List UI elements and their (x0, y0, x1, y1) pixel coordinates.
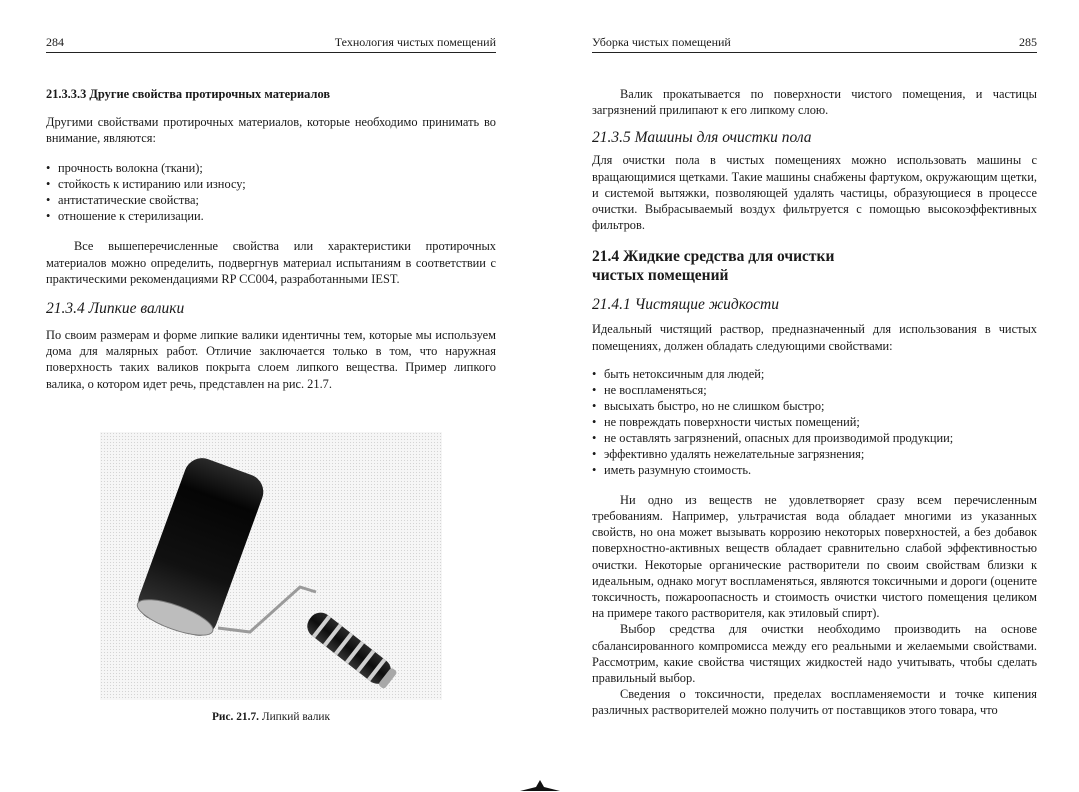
list-item: • не повреждать поверхности чистых помещений; (592, 414, 1037, 430)
list-item: • отношение к стерилизации. (46, 208, 496, 224)
list-item: • не воспламеняться; (592, 382, 1037, 398)
paragraph: Выбор средства для очистки необходимо производить на основе сбалансированного компромисса между его реальными и желаемыми свойствами. Рассмотрим, какие свойства чистящих жидкостей надо учитывать, чтобы сделать правильный выбор. (592, 622, 1037, 686)
paragraph: Для очистки пола в чистых помещениях можно использовать машины с вращающимися щетками. Такие машины снабжены фартуком, окружающим щетки, и системой вытяжки, позволяющей удалять частицы, образующиеся в процессе очистки. Выбрасываемый воздух фильтруется с помощью высокоэффективных фильтров. (592, 153, 1037, 233)
figure-caption-number: Рис. 21.7. (211, 711, 259, 723)
figure-caption (46, 711, 496, 723)
bullet-list (592, 366, 1037, 478)
list-item: • быть нетоксичным для людей; (592, 366, 1037, 382)
paragraph: Другими свойствами протирочных материалов, которые необходимо принимать во внимание, являются: (46, 115, 496, 146)
list-item: • прочность волокна (ткани); (46, 160, 496, 176)
right-page-number: 285 (1019, 35, 1037, 49)
paragraph: Ни одно из веществ не удовлетворяет сразу всем перечисленным требованиям. Например, ультрачистая вода обладает многими из указанных свойств, но она может вызывать коррозию некоторых поверхностей, а без добавок поверхностно-активных веществ обладает сравнительно слабой эффективностью очистки. Некоторые органические растворители по своим свойствам близки к идеальным, однако могут воспламеняться, являются токсичными и дороги (оцените токсичность, пожароопасность и стоимость очистки чистого помещения целиком на примере такого растворителя, как этиловый спирт). (592, 492, 1037, 621)
right-running-header (592, 34, 1037, 53)
paragraph: По своим размерам и форме липкие валики идентичны тем, которые мы используем дома для малярных работ. Отличие заключается только в том, что наружная поверхность таких валиков покрыта слоем липкого вещества. Пример липкого валика, о котором идет речь, представлен на рис. 21.7. (46, 328, 496, 391)
paragraph: Валик прокатывается по поверхности чистого помещения, и частицы загрязнений прилипают к его липкому слою. (592, 87, 1037, 118)
right-running-title: Уборка чистых помещений (592, 35, 731, 49)
section-heading-21-3-5: 21.3.5 Машины для очистки пола (592, 129, 812, 147)
list-item: • эффективно удалять нежелательные загрязнения; (592, 446, 1037, 462)
paragraph: Идеальный чистящий раствор, предназначенный для использования в чистых помещениях, должен обладать следующими свойствами: (592, 322, 1037, 353)
left-running-header (46, 34, 496, 53)
chapter-heading-21-4-line2: чистых помещений (592, 267, 729, 285)
list-item: • иметь разумную стоимость. (592, 462, 1037, 478)
list-item: • стойкость к истиранию или износу; (46, 176, 496, 192)
roller-handle (302, 608, 395, 689)
roller-wire-frame (218, 587, 316, 632)
section-heading-21-3-4: 21.3.4 Липкие валики (46, 300, 185, 318)
list-item: • не оставлять загрязнений, опасных для производимой продукции; (592, 430, 1037, 446)
list-item: • антистатические свойства; (46, 192, 496, 208)
left-content (46, 86, 496, 392)
section-heading-21-3-3-3: 21.3.3.3 Другие свойства протирочных материалов (46, 87, 331, 101)
bullet-list (46, 160, 496, 224)
sticky-roller-figure (100, 432, 442, 700)
left-page-number: 284 (46, 35, 64, 49)
section-heading-21-4-1: 21.4.1 Чистящие жидкости (592, 296, 779, 314)
right-content (592, 86, 1037, 719)
paragraph: Все вышеперечисленные свойства или характеристики протирочных материалов можно определить, подвергнув материал испытаниям в соответствии с практическими рекомендациями RP CC004, разработанными IEST. (46, 239, 496, 286)
sticky-roller-image (100, 432, 442, 700)
figure-caption-text: Липкий валик (261, 711, 331, 723)
paragraph: Сведения о токсичности, пределах воспламеняемости и точке кипения различных растворителей можно получить от поставщиков этого товара, что (592, 687, 1037, 718)
left-running-title: Технология чистых помещений (334, 35, 496, 49)
right-page (540, 0, 1079, 792)
chapter-heading-21-4-line1: 21.4 Жидкие средства для очистки (592, 248, 835, 266)
binding-mark (520, 778, 560, 792)
list-item: • высыхать быстро, но не слишком быстро; (592, 398, 1037, 414)
